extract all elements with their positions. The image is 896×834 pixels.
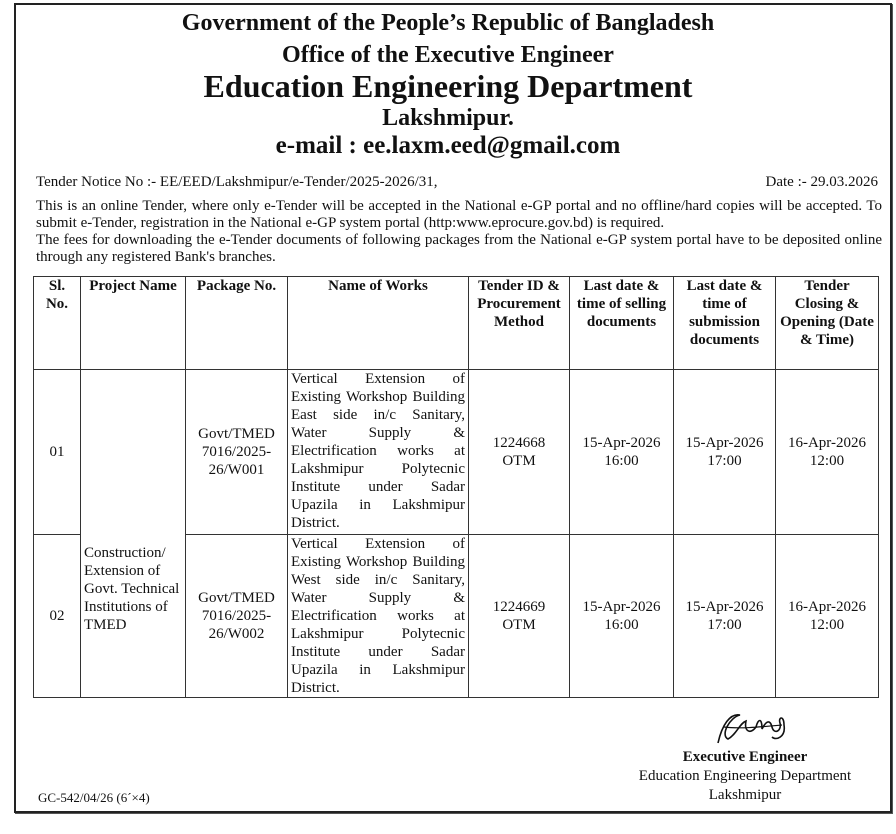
col-works: Name of Works bbox=[288, 277, 469, 370]
package-cell: Govt/TMED 7016/2025-26/W001 bbox=[186, 370, 288, 535]
selling-cell bbox=[570, 535, 674, 698]
project-name-cell: Construction/ Extension of Govt. Technical Institutions of TMED bbox=[81, 370, 186, 698]
submission-cell bbox=[674, 535, 776, 698]
selling-date: 15-Apr-2026 bbox=[582, 435, 661, 451]
footer-code: GC-542/04/26 (6´×4) bbox=[38, 790, 150, 805]
selling-cell bbox=[570, 370, 674, 535]
signatory-place: Lakshmipur bbox=[708, 787, 782, 803]
tender-notice-number: Tender Notice No :- EE/EED/Lakshmipur/e-Tender/2025-2026/31, bbox=[36, 174, 438, 190]
intro-text bbox=[36, 198, 882, 266]
selling-time: 16:00 bbox=[604, 453, 639, 469]
col-tender-id: Tender ID & Procurement Method bbox=[469, 277, 570, 370]
tender-id: 1224669 bbox=[492, 599, 546, 615]
signature-image bbox=[700, 705, 790, 750]
sl-cell: 02 bbox=[34, 535, 81, 698]
procurement-method: OTM bbox=[502, 617, 536, 633]
closing-time: 12:00 bbox=[809, 617, 845, 633]
submission-time: 17:00 bbox=[707, 617, 742, 633]
signatory-title: Executive Engineer bbox=[682, 749, 808, 765]
works-cell: Vertical Extension of Existing Workshop Building East side in/c Sanitary, Water Supply & Electrification works at Lakshmipur Polytecnic Institute under Sadar Upazila in Lakshmipur District. bbox=[288, 370, 469, 535]
department-heading: Education Engineering Department bbox=[203, 68, 693, 104]
tender-id-cell bbox=[469, 370, 570, 535]
table-header-row bbox=[34, 277, 879, 370]
procurement-method: OTM bbox=[502, 453, 536, 469]
closing-cell bbox=[776, 370, 879, 535]
col-project: Project Name bbox=[81, 277, 186, 370]
submission-cell bbox=[674, 370, 776, 535]
tender-table bbox=[33, 276, 879, 698]
closing-time: 12:00 bbox=[809, 453, 845, 469]
selling-time: 16:00 bbox=[604, 617, 639, 633]
notice-date: Date :- 29.03.2026 bbox=[765, 174, 878, 190]
selling-date: 15-Apr-2026 bbox=[582, 599, 661, 615]
col-selling: Last date & time of selling documents bbox=[570, 277, 674, 370]
col-sl: Sl. No. bbox=[34, 277, 81, 370]
tender-id-cell bbox=[469, 535, 570, 698]
works-cell: Vertical Extension of Existing Workshop Building West side in/c Sanitary, Water Supply & Electrification works at Lakshmipur Polytecnic Institute under Sadar Upazila in Lakshmipur District. bbox=[288, 535, 469, 698]
col-closing: Tender Closing & Opening (Date & Time) bbox=[776, 277, 879, 370]
email-heading: e-mail : ee.laxm.eed@gmail.com bbox=[275, 132, 621, 159]
table-row bbox=[34, 370, 879, 535]
sl-cell: 01 bbox=[34, 370, 81, 535]
submission-date: 15-Apr-2026 bbox=[685, 435, 764, 451]
closing-cell bbox=[776, 535, 879, 698]
government-heading: Government of the People’s Republic of Bangladesh bbox=[181, 10, 715, 36]
package-cell: Govt/TMED 7016/2025-26/W002 bbox=[186, 535, 288, 698]
office-heading: Office of the Executive Engineer bbox=[282, 42, 614, 68]
intro-paragraph-2: The fees for downloading the e-Tender documents of following packages from the National e-GP system portal have to be deposited online through any registered Bank's branches. bbox=[36, 232, 882, 265]
submission-date: 15-Apr-2026 bbox=[685, 599, 764, 615]
closing-date: 16-Apr-2026 bbox=[787, 435, 867, 451]
closing-date: 16-Apr-2026 bbox=[787, 599, 867, 615]
signature-block bbox=[620, 748, 870, 805]
location-heading: Lakshmipur. bbox=[382, 105, 514, 131]
col-package: Package No. bbox=[186, 277, 288, 370]
submission-time: 17:00 bbox=[707, 453, 742, 469]
tender-id: 1224668 bbox=[492, 435, 546, 451]
intro-paragraph-1: This is an online Tender, where only e-Tender will be accepted in the National e-GP portal and no offline/hard copies will be accepted. To submit e-Tender, registration in the National e-GP system portal (http:www.eprocure.gov.bd) is required. bbox=[36, 198, 882, 231]
signatory-department: Education Engineering Department bbox=[638, 768, 852, 784]
col-submission: Last date & time of submission documents bbox=[674, 277, 776, 370]
